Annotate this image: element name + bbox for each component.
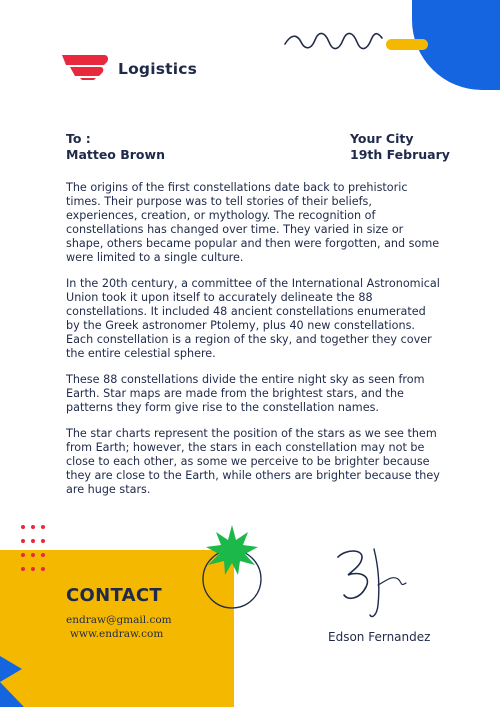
- dot-grid-decoration: [19, 523, 49, 579]
- yellow-pill-shape: [386, 39, 428, 50]
- recipient-block: [66, 131, 165, 163]
- body-paragraph: The star charts represent the position of the stars as we see them from Earth; however, the stars in each constellation may not be close to each other, as some we perceive to be brighter because they are close to the Earth, while others are brighter because they are huge stars.: [66, 427, 440, 496]
- recipient-label: To :: [66, 131, 91, 146]
- contact-title: CONTACT: [66, 585, 162, 606]
- signer-name: Edson Fernandez: [328, 630, 431, 644]
- body-paragraph: In the 20th century, a committee of the International Astronomical Union took it upon itself to accurately delineate the 88 constellations. It included 48 ancient constellations enumerated by the Greek astronomer Ptolemy, plus 40 new constellations. Each constellation is a region of the sky, and together they cover the entire celestial sphere.: [66, 277, 440, 360]
- contact-website: www.endraw.com: [70, 628, 164, 640]
- handwritten-signature: [332, 545, 412, 623]
- letter-date: 19th February: [350, 147, 450, 162]
- letter-body: [66, 181, 442, 509]
- brand-name: Logistics: [118, 60, 198, 78]
- logistics-logo-icon: [58, 54, 110, 80]
- recipient-name: Matteo Brown: [66, 147, 165, 162]
- star-decoration: [200, 523, 264, 613]
- body-paragraph: The origins of the first constellations date back to prehistoric times. Their purpose was to tell stories of their beliefs, experiences, creation, or mythology. The recognition of constellations has changed over time. They varied in size or shape, others became popular and then were forgotten, and some were limited to a single culture.: [66, 181, 440, 264]
- triangle-decoration: [0, 656, 26, 707]
- squiggle-decoration: [283, 30, 383, 50]
- contact-email: endraw@gmail.com: [66, 614, 172, 626]
- sender-location-block: [350, 131, 450, 163]
- body-paragraph: These 88 constellations divide the entire night sky as seen from Earth. Star maps are made from the brightest stars, and the patterns they form give rise to the constellation names.: [66, 373, 425, 414]
- sender-city: Your City: [350, 131, 414, 146]
